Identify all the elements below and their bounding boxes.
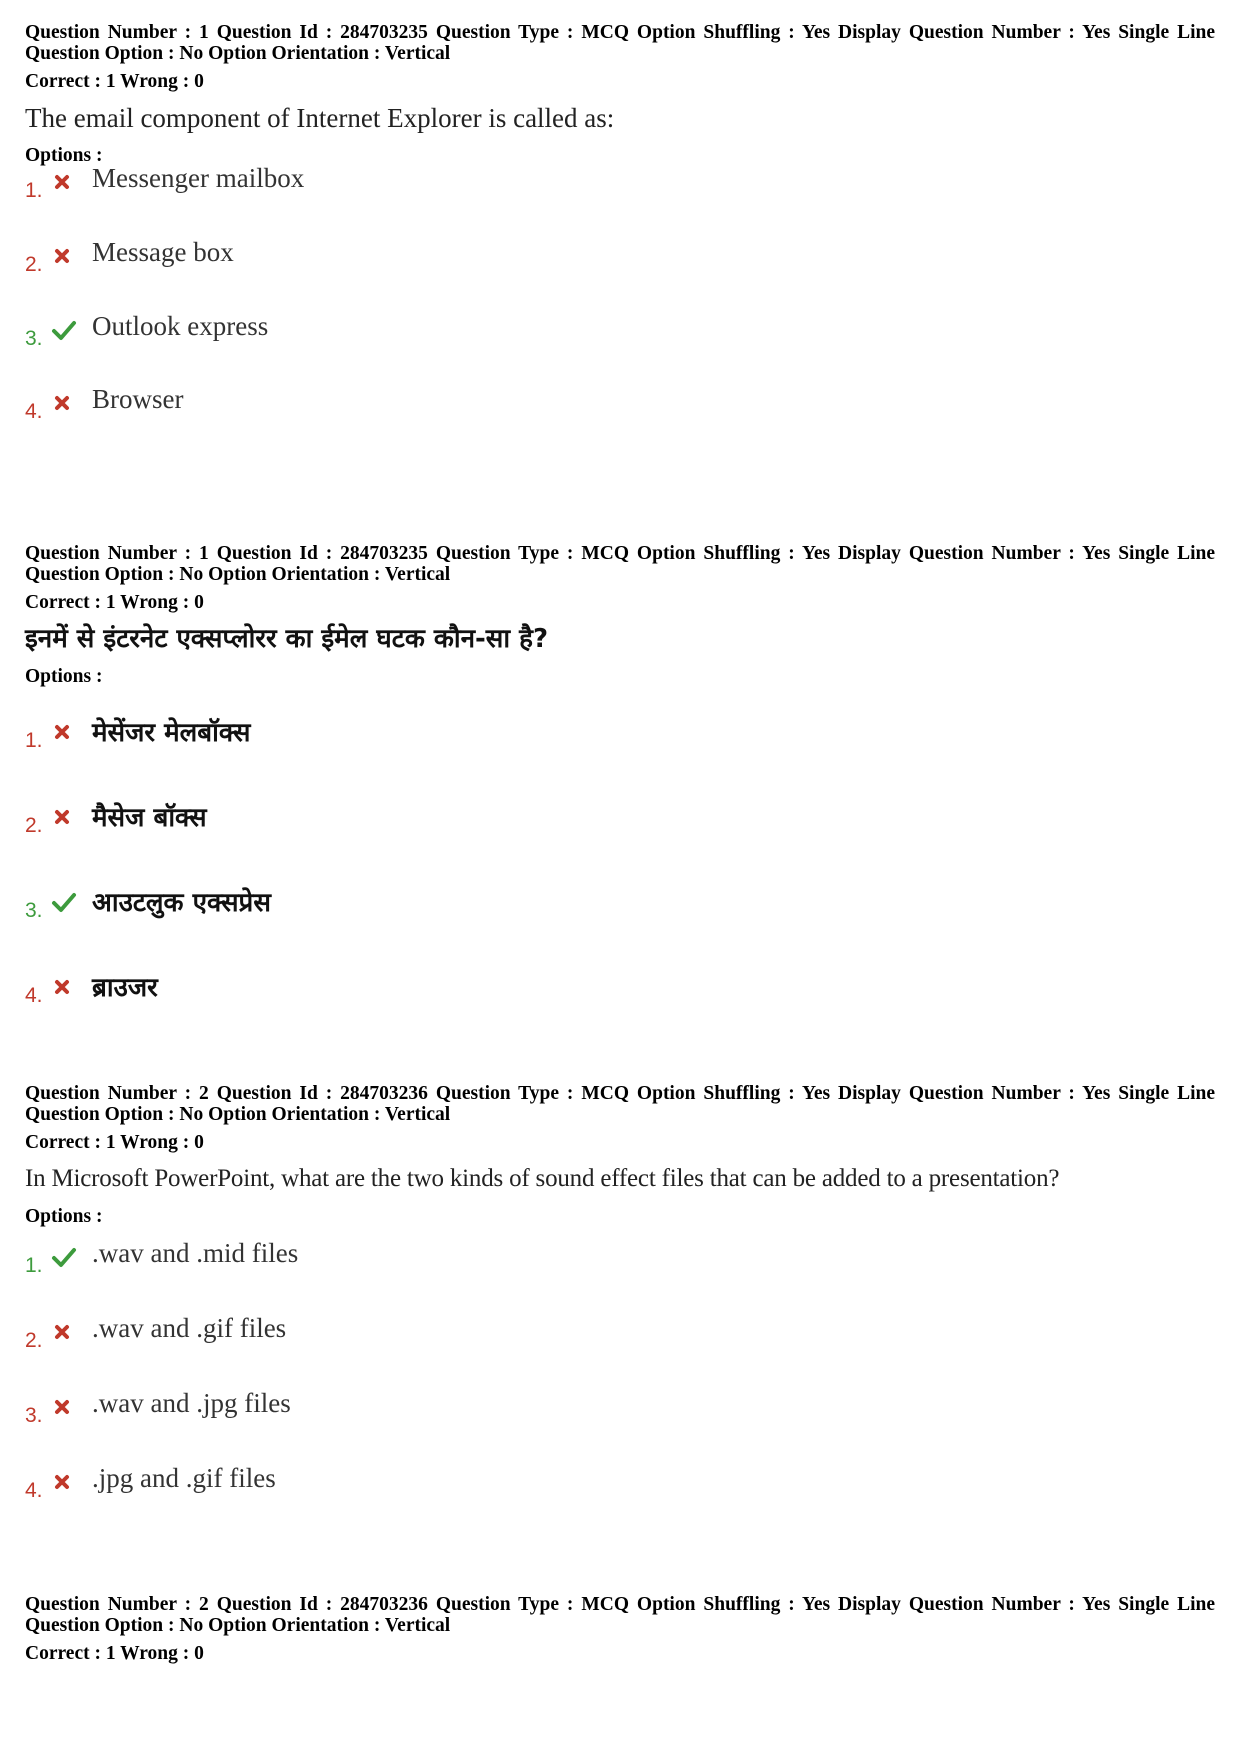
marking-scheme: Correct : 1 Wrong : 0 xyxy=(25,592,204,613)
question-block-4 xyxy=(25,1594,1215,1665)
option-number: 4. xyxy=(25,984,43,1007)
option-number: 2. xyxy=(25,814,43,837)
option-text: Outlook express xyxy=(92,311,269,341)
option-4 xyxy=(25,968,1025,1018)
option-text: Browser xyxy=(92,384,184,414)
option-text: .wav and .gif files xyxy=(92,1313,287,1343)
option-number: 3. xyxy=(25,899,43,922)
cross-icon xyxy=(51,171,73,193)
option-2 xyxy=(25,1313,1025,1363)
cross-icon xyxy=(51,392,73,414)
option-2 xyxy=(25,798,1025,848)
option-4 xyxy=(25,384,1025,434)
marking-scheme: Correct : 1 Wrong : 0 xyxy=(25,1643,204,1664)
question-block-3 xyxy=(25,1083,1215,1228)
question-block-2 xyxy=(25,543,1215,688)
question-meta: Question Number : 2 Question Id : 284703236 Question Type : MCQ Option Shuffling : Yes Display Question Number : Yes Single Line Question Option : No Option Orientation : Vertical xyxy=(25,1594,1215,1636)
option-text: Messenger mailbox xyxy=(92,163,305,193)
option-number: 3. xyxy=(25,327,43,350)
check-icon xyxy=(51,319,77,341)
option-4 xyxy=(25,1463,1025,1513)
cross-icon xyxy=(51,1396,73,1418)
option-number: 2. xyxy=(25,1329,43,1352)
option-text: Message box xyxy=(92,237,234,267)
option-text: .wav and .mid files xyxy=(92,1238,299,1268)
question-meta: Question Number : 1 Question Id : 284703235 Question Type : MCQ Option Shuffling : Yes Display Question Number : Yes Single Line Question Option : No Option Orientation : Vertical xyxy=(25,543,1215,585)
option-text: मैसेज बॉक्स xyxy=(92,803,207,833)
option-number: 3. xyxy=(25,1404,43,1427)
option-1 xyxy=(25,713,1025,763)
option-number: 1. xyxy=(25,1254,43,1277)
marking-scheme: Correct : 1 Wrong : 0 xyxy=(25,1132,204,1153)
option-1 xyxy=(25,163,1025,213)
option-number: 4. xyxy=(25,400,43,423)
option-2 xyxy=(25,237,1025,287)
check-icon xyxy=(51,891,77,913)
options-label: Options : xyxy=(25,1206,103,1227)
option-text: .jpg and .gif files xyxy=(92,1463,276,1493)
question-meta: Question Number : 1 Question Id : 284703235 Question Type : MCQ Option Shuffling : Yes Display Question Number : Yes Single Line Question Option : No Option Orientation : Vertical xyxy=(25,22,1215,64)
option-text: .wav and .jpg files xyxy=(92,1388,291,1418)
option-3 xyxy=(25,883,1025,933)
marking-scheme: Correct : 1 Wrong : 0 xyxy=(25,71,204,92)
question-block-1 xyxy=(25,22,1215,167)
option-number: 1. xyxy=(25,179,43,202)
option-text: मेसेंजर मेलबॉक्स xyxy=(92,718,251,748)
option-number: 1. xyxy=(25,729,43,752)
cross-icon xyxy=(51,721,73,743)
question-text: The email component of Internet Explorer is called as: xyxy=(25,103,615,133)
option-3 xyxy=(25,311,1025,361)
question-meta: Question Number : 2 Question Id : 284703236 Question Type : MCQ Option Shuffling : Yes Display Question Number : Yes Single Line Question Option : No Option Orientation : Vertical xyxy=(25,1083,1215,1125)
question-text: इनमें से इंटरनेट एक्सप्लोरर का ईमेल घटक कौन-सा है? xyxy=(25,624,549,654)
option-number: 4. xyxy=(25,1479,43,1502)
option-text: आउटलुक एक्सप्रेस xyxy=(92,888,271,918)
cross-icon xyxy=(51,806,73,828)
option-3 xyxy=(25,1388,1025,1438)
check-icon xyxy=(51,1246,77,1268)
cross-icon xyxy=(51,1471,73,1493)
options-label: Options : xyxy=(25,145,103,166)
option-text: ब्राउजर xyxy=(92,973,158,1003)
question-text: In Microsoft PowerPoint, what are the two kinds of sound effect files that can be added to a presentation? xyxy=(25,1165,1060,1192)
option-1 xyxy=(25,1238,1025,1288)
options-label: Options : xyxy=(25,666,103,687)
cross-icon xyxy=(51,1321,73,1343)
option-number: 2. xyxy=(25,253,43,276)
cross-icon xyxy=(51,976,73,998)
cross-icon xyxy=(51,245,73,267)
